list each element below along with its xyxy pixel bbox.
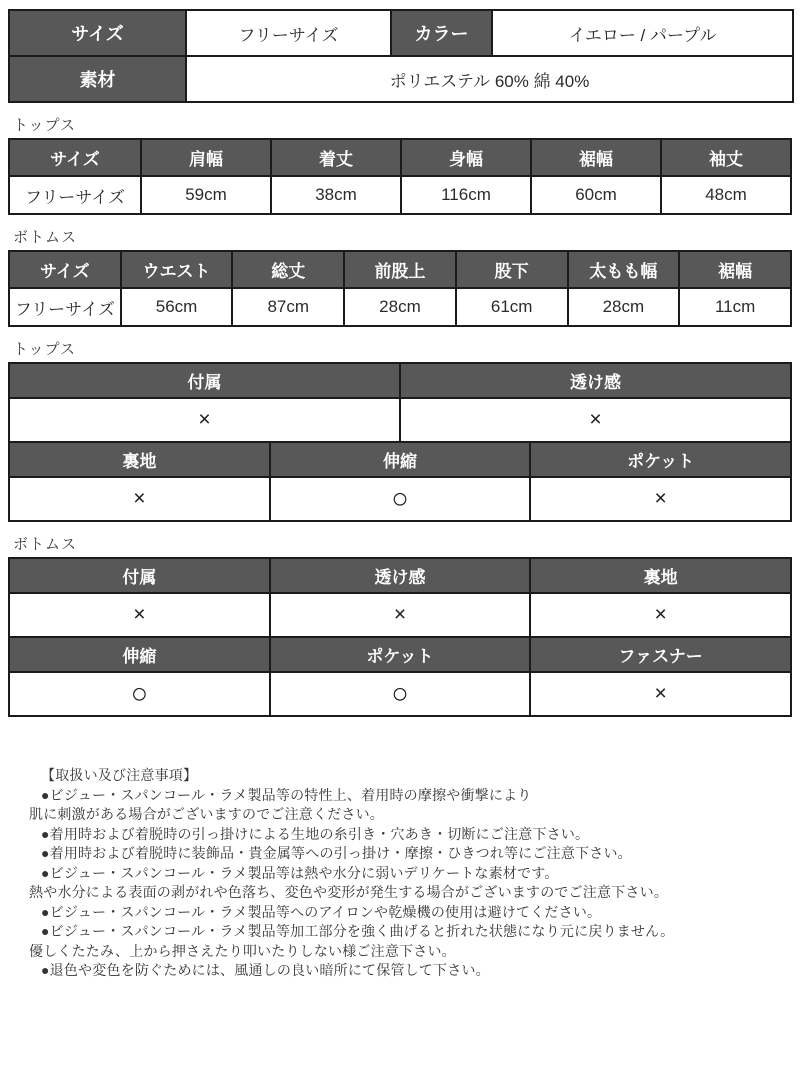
value-cell: × bbox=[530, 672, 791, 716]
color-header-cell: カラー bbox=[391, 10, 492, 56]
header-cell: 裏地 bbox=[9, 442, 270, 477]
header-cell: ファスナー bbox=[530, 637, 791, 672]
header-cell: 付属 bbox=[9, 558, 270, 593]
value-cell: 38cm bbox=[271, 176, 401, 214]
care-note-line: ●着用時および着脱時に装飾品・貴金属等への引っ掛け・摩擦・ひきつれ等にご注意下さい。 bbox=[41, 845, 632, 861]
value-cell: 59cm bbox=[141, 176, 271, 214]
value-cell: ○ bbox=[9, 672, 270, 716]
value-cell: 28cm bbox=[344, 288, 456, 326]
care-note-line: ●ビジュー・スパンコール・ラメ製品等は熱や水分に弱いデリケートな素材です。 bbox=[41, 864, 559, 881]
header-cell: ポケット bbox=[530, 442, 791, 477]
header-cell: 透け感 bbox=[400, 363, 791, 398]
bottoms-size-section-label: ボトムス bbox=[13, 229, 78, 246]
tops-size-table bbox=[8, 138, 792, 215]
care-note-line: ●ビジュー・スパンコール・ラメ製品等の特性上、着用時の摩擦や衝撃により bbox=[41, 786, 532, 803]
value-cell: フリーサイズ bbox=[9, 288, 121, 326]
care-note-line: ●退色や変色を防ぐためには、風通しの良い暗所にて保管して下さい。 bbox=[41, 962, 490, 978]
tops-size-section-label: トップス bbox=[13, 117, 76, 134]
material-header-cell: 素材 bbox=[9, 56, 186, 102]
header-cell: 太もも幅 bbox=[568, 251, 680, 288]
header-cell: 股下 bbox=[456, 251, 568, 288]
header-cell: ウエスト bbox=[121, 251, 233, 288]
care-note-line: ●ビジュー・スパンコール・ラメ製品等へのアイロンや乾燥機の使用は避けてください。 bbox=[41, 903, 602, 920]
header-cell: 袖丈 bbox=[661, 139, 791, 176]
value-cell: 60cm bbox=[531, 176, 661, 214]
tops-details-table bbox=[8, 362, 792, 522]
header-cell: 裾幅 bbox=[531, 139, 661, 176]
bottoms-size-table bbox=[8, 250, 792, 327]
header-cell: サイズ bbox=[9, 251, 121, 288]
care-notes bbox=[29, 766, 792, 981]
value-cell: 61cm bbox=[456, 288, 568, 326]
header-cell: 付属 bbox=[9, 363, 400, 398]
value-cell: × bbox=[9, 398, 400, 442]
value-cell: 11cm bbox=[679, 288, 791, 326]
value-cell: × bbox=[9, 593, 270, 637]
tops-details-section-label: トップス bbox=[13, 341, 76, 358]
care-note-line: 優しくたたみ、上から押さえたり叩いたりしない様ご注意下さい。 bbox=[29, 942, 456, 959]
material-value-cell: ポリエステル 60% 綿 40% bbox=[186, 56, 793, 102]
value-cell: 56cm bbox=[121, 288, 233, 326]
header-cell: 透け感 bbox=[270, 558, 531, 593]
value-cell: フリーサイズ bbox=[9, 176, 141, 214]
care-note-line: 熱や水分による表面の剥がれや色落ち、変色や変形が発生する場合がございますのでご注意下さい。 bbox=[29, 884, 668, 900]
value-cell: 116cm bbox=[401, 176, 531, 214]
header-cell: ポケット bbox=[270, 637, 531, 672]
value-cell: 87cm bbox=[232, 288, 344, 326]
value-cell: × bbox=[530, 593, 791, 637]
care-note-line: ●着用時および着脱時の引っ掛けによる生地の糸引き・穴あき・切断にご注意下さい。 bbox=[41, 825, 590, 842]
header-cell: 肩幅 bbox=[141, 139, 271, 176]
value-cell: ○ bbox=[270, 477, 531, 521]
header-cell: サイズ bbox=[9, 139, 141, 176]
care-notes-title: 【取扱い及び注意事項】 bbox=[41, 767, 198, 783]
header-cell: 身幅 bbox=[401, 139, 531, 176]
header-cell: 総丈 bbox=[232, 251, 344, 288]
header-cell: 着丈 bbox=[271, 139, 401, 176]
size-value-cell: フリーサイズ bbox=[186, 10, 391, 56]
header-cell: 伸縮 bbox=[9, 637, 270, 672]
value-cell: × bbox=[270, 593, 531, 637]
value-cell: 28cm bbox=[568, 288, 680, 326]
header-cell: 裏地 bbox=[530, 558, 791, 593]
header-cell: 裾幅 bbox=[679, 251, 791, 288]
color-value-cell: イエロー / パープル bbox=[492, 10, 793, 56]
size-header-cell: サイズ bbox=[9, 10, 186, 56]
bottoms-details-section-label: ボトムス bbox=[13, 536, 78, 553]
bottoms-details-table bbox=[8, 557, 792, 717]
header-cell: 伸縮 bbox=[270, 442, 531, 477]
care-note-line: 肌に刺激がある場合がございますのでご注意ください。 bbox=[29, 806, 384, 822]
value-cell: × bbox=[400, 398, 791, 442]
spec-table bbox=[8, 9, 794, 103]
care-note-line: ●ビジュー・スパンコール・ラメ製品等加工部分を強く曲げると折れた状態になり元に戻りません。 bbox=[41, 923, 675, 939]
value-cell: × bbox=[530, 477, 791, 521]
header-cell: 前股上 bbox=[344, 251, 456, 288]
value-cell: ○ bbox=[270, 672, 531, 716]
value-cell: × bbox=[9, 477, 270, 521]
value-cell: 48cm bbox=[661, 176, 791, 214]
